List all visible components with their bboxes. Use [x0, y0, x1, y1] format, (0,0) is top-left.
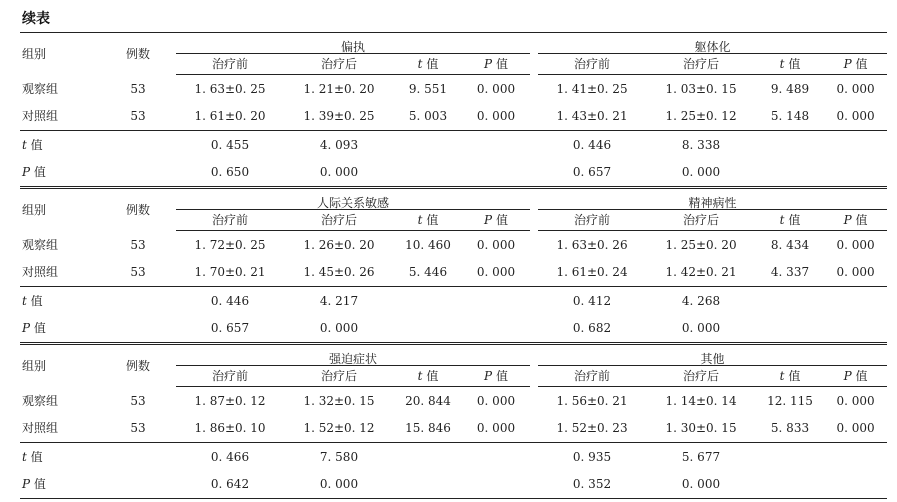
between-group-p-row — [20, 315, 887, 344]
right-before-p: 0. 657 — [572, 165, 612, 180]
stat-suffix: 值 — [426, 213, 439, 227]
left-after-header: 治疗后 — [284, 366, 394, 387]
stat-letter: t — [417, 213, 423, 227]
between-group-t-row — [20, 443, 887, 471]
column-gap — [530, 315, 538, 344]
right-before-t: 0. 446 — [538, 131, 646, 159]
between-group-p-row — [20, 471, 887, 499]
stat-letter: t — [22, 137, 27, 152]
column-gap — [530, 75, 538, 103]
right-before-header: 治疗前 — [538, 210, 646, 231]
stat-suffix: 值 — [495, 369, 508, 383]
left-after-p: 0. 000 — [319, 165, 359, 180]
right-before-value: 1. 41±0. 25 — [556, 81, 628, 96]
left-before-header: 治疗前 — [176, 210, 284, 231]
table-row — [20, 259, 887, 287]
table-title: 续表 — [22, 11, 50, 27]
left-after-value: 1. 21±0. 20 — [303, 81, 375, 96]
blank-cell — [756, 159, 824, 188]
group-name: 对照组 — [22, 265, 59, 280]
stat-suffix: 值 — [855, 57, 868, 71]
t-row-label — [20, 443, 100, 471]
stat-suffix: 值 — [855, 369, 868, 383]
column-gap — [530, 471, 538, 499]
group-name: 对照组 — [22, 109, 59, 124]
left-t-header — [394, 54, 462, 75]
stat-suffix: 值 — [30, 449, 43, 464]
right-t-header — [756, 366, 824, 387]
stat-suffix: 值 — [426, 57, 439, 71]
blank-cell — [394, 287, 462, 315]
column-gap — [530, 259, 538, 287]
blank-cell — [756, 471, 824, 499]
left-before-value: 1. 86±0. 10 — [194, 421, 266, 436]
stat-letter: P — [484, 369, 493, 383]
right-p-header — [824, 366, 887, 387]
between-group-t-row — [20, 131, 887, 159]
stat-suffix: 值 — [788, 213, 801, 227]
left-after-t: 7. 580 — [284, 443, 394, 471]
stat-letter: P — [22, 477, 31, 492]
right-after-value: 1. 30±0. 15 — [665, 421, 737, 436]
blank-cell — [394, 131, 462, 159]
sample-count: 53 — [130, 81, 146, 96]
group-name: 对照组 — [22, 421, 59, 436]
left-before-p: 0. 642 — [176, 471, 284, 499]
right-before-header: 治疗前 — [538, 366, 646, 387]
left-before-value: 1. 72±0. 25 — [194, 237, 266, 252]
blank-cell — [756, 131, 824, 159]
column-gap — [530, 188, 538, 210]
blank-cell — [462, 287, 530, 315]
right-p-value: 0. 000 — [836, 393, 875, 408]
group-header: 组别 — [20, 188, 100, 231]
table-row — [20, 415, 887, 443]
blank-cell — [100, 131, 176, 159]
right-after-value: 1. 25±0. 20 — [665, 237, 737, 252]
left-after-value: 1. 32±0. 15 — [303, 393, 375, 408]
stat-letter: P — [22, 165, 31, 180]
left-p-value: 0. 000 — [476, 81, 516, 96]
blank-cell — [100, 443, 176, 471]
stat-letter: P — [22, 321, 31, 336]
right-after-p: 0. 000 — [681, 321, 721, 336]
left-before-t: 0. 466 — [176, 443, 284, 471]
left-p-value: 0. 000 — [476, 237, 516, 252]
blank-cell — [824, 131, 887, 159]
left-p-value: 0. 000 — [476, 393, 516, 408]
stat-suffix: 值 — [33, 165, 46, 180]
column-gap — [530, 54, 538, 75]
left-after-value: 1. 39±0. 25 — [303, 109, 375, 124]
column-gap — [530, 103, 538, 131]
stat-letter: P — [484, 57, 493, 71]
left-before-value: 1. 87±0. 12 — [194, 393, 266, 408]
left-indicator-name: 人际关系敏感 — [176, 188, 530, 210]
right-after-value: 1. 42±0. 21 — [665, 265, 737, 280]
table-row — [20, 231, 887, 259]
p-row-label — [20, 159, 100, 188]
right-after-p: 0. 000 — [681, 165, 721, 180]
blank-cell — [394, 159, 462, 188]
left-p-header — [462, 54, 530, 75]
column-gap — [530, 287, 538, 315]
right-after-header: 治疗后 — [646, 210, 756, 231]
between-group-t-row — [20, 287, 887, 315]
right-indicator-name: 精神病性 — [538, 188, 887, 210]
left-before-header: 治疗前 — [176, 366, 284, 387]
column-gap — [530, 387, 538, 415]
blank-cell — [462, 315, 530, 344]
right-before-value: 1. 61±0. 24 — [556, 265, 628, 280]
right-before-header: 治疗前 — [538, 54, 646, 75]
left-after-p: 0. 000 — [319, 321, 359, 336]
blank-cell — [462, 159, 530, 188]
left-t-value: 9. 551 — [408, 81, 448, 96]
table-row — [20, 75, 887, 103]
left-after-t: 4. 217 — [284, 287, 394, 315]
stat-letter: P — [484, 213, 493, 227]
sample-count: 53 — [130, 421, 146, 436]
blank-cell — [824, 315, 887, 344]
left-indicator-name: 强迫症状 — [176, 344, 530, 366]
p-row-label — [20, 471, 100, 499]
blank-cell — [824, 159, 887, 188]
right-after-header: 治疗后 — [646, 366, 756, 387]
right-p-value: 0. 000 — [836, 237, 875, 252]
left-t-header — [394, 366, 462, 387]
right-before-t: 0. 412 — [538, 287, 646, 315]
stat-letter: t — [779, 369, 785, 383]
left-after-p: 0. 000 — [284, 471, 394, 499]
group-name: 观察组 — [22, 81, 59, 96]
left-before-t: 0. 446 — [176, 287, 284, 315]
column-gap — [530, 344, 538, 366]
right-t-value: 4. 337 — [770, 265, 810, 280]
stat-suffix: 值 — [855, 213, 868, 227]
column-gap — [530, 231, 538, 259]
blank-cell — [824, 287, 887, 315]
right-before-value: 1. 52±0. 23 — [556, 421, 628, 436]
right-before-t: 0. 935 — [538, 443, 646, 471]
right-p-value: 0. 000 — [836, 421, 875, 436]
sample-count: 53 — [130, 393, 146, 408]
left-t-header — [394, 210, 462, 231]
blank-cell — [100, 315, 176, 344]
blank-cell — [100, 287, 176, 315]
section-header-row — [20, 33, 887, 54]
right-before-value: 1. 63±0. 26 — [556, 237, 628, 252]
blank-cell — [462, 443, 530, 471]
right-p-value: 0. 000 — [836, 265, 875, 280]
count-header: 例数 — [100, 33, 176, 75]
blank-cell — [824, 443, 887, 471]
blank-cell — [462, 471, 530, 499]
column-gap — [530, 366, 538, 387]
right-after-header: 治疗后 — [646, 54, 756, 75]
left-t-value: 5. 446 — [408, 265, 448, 280]
left-t-value: 5. 003 — [408, 109, 448, 124]
stat-suffix: 值 — [788, 57, 801, 71]
right-after-t: 4. 268 — [646, 287, 756, 315]
right-after-value: 1. 14±0. 14 — [665, 393, 737, 408]
count-header: 例数 — [100, 188, 176, 231]
right-indicator-name: 躯体化 — [538, 33, 887, 54]
left-p-value: 0. 000 — [476, 265, 516, 280]
right-before-p: 0. 682 — [572, 321, 612, 336]
right-indicator-name: 其他 — [538, 344, 887, 366]
left-before-header: 治疗前 — [176, 54, 284, 75]
blank-cell — [100, 471, 176, 499]
left-indicator-name: 偏执 — [176, 33, 530, 54]
right-t-header — [756, 54, 824, 75]
left-t-value: 15. 846 — [405, 421, 451, 436]
left-before-p: 0. 650 — [210, 165, 250, 180]
results-table — [20, 32, 887, 499]
blank-cell — [462, 131, 530, 159]
left-t-value: 10. 460 — [405, 237, 451, 252]
right-t-value: 5. 833 — [770, 421, 810, 436]
t-row-label — [20, 131, 100, 159]
stat-letter: t — [779, 57, 785, 71]
right-after-t: 8. 338 — [646, 131, 756, 159]
group-header: 组别 — [20, 33, 100, 75]
left-after-header: 治疗后 — [284, 54, 394, 75]
stat-suffix: 值 — [33, 477, 46, 492]
table-row — [20, 387, 887, 415]
right-p-value: 0. 000 — [836, 109, 875, 124]
group-header: 组别 — [20, 344, 100, 387]
p-row-label — [20, 315, 100, 344]
right-t-value: 9. 489 — [770, 81, 810, 96]
left-before-value: 1. 61±0. 20 — [194, 109, 266, 124]
stat-suffix: 值 — [426, 369, 439, 383]
blank-cell — [394, 443, 462, 471]
stat-suffix: 值 — [788, 369, 801, 383]
stat-suffix: 值 — [30, 137, 43, 152]
stat-suffix: 值 — [495, 213, 508, 227]
left-after-header: 治疗后 — [284, 210, 394, 231]
column-gap — [530, 443, 538, 471]
sample-count: 53 — [130, 237, 146, 252]
left-before-t: 0. 455 — [176, 131, 284, 159]
blank-cell — [394, 471, 462, 499]
right-t-value: 8. 434 — [770, 237, 810, 252]
blank-cell — [756, 287, 824, 315]
left-after-value: 1. 45±0. 26 — [303, 265, 375, 280]
sample-count: 53 — [130, 265, 146, 280]
right-p-header — [824, 210, 887, 231]
left-p-header — [462, 210, 530, 231]
right-after-value: 1. 03±0. 15 — [665, 81, 737, 96]
stat-letter: P — [843, 57, 852, 71]
blank-cell — [394, 315, 462, 344]
right-t-value: 12. 115 — [767, 393, 813, 408]
left-before-value: 1. 70±0. 21 — [194, 265, 266, 280]
column-gap — [530, 415, 538, 443]
between-group-p-row — [20, 159, 887, 188]
count-header: 例数 — [100, 344, 176, 387]
left-before-p: 0. 657 — [210, 321, 250, 336]
group-name: 观察组 — [22, 393, 59, 408]
left-p-value: 0. 000 — [476, 421, 516, 436]
blank-cell — [756, 315, 824, 344]
right-before-p: 0. 352 — [538, 471, 646, 499]
right-before-value: 1. 56±0. 21 — [556, 393, 628, 408]
right-after-t: 5. 677 — [646, 443, 756, 471]
right-t-value: 5. 148 — [770, 109, 810, 124]
stat-suffix: 值 — [30, 293, 43, 308]
sample-count: 53 — [130, 109, 146, 124]
left-p-value: 0. 000 — [476, 109, 516, 124]
left-before-value: 1. 63±0. 25 — [194, 81, 266, 96]
section-header-row — [20, 344, 887, 366]
left-t-value: 20. 844 — [405, 393, 451, 408]
right-p-header — [824, 54, 887, 75]
left-after-value: 1. 52±0. 12 — [303, 421, 375, 436]
stat-suffix: 值 — [33, 321, 46, 336]
group-name: 观察组 — [22, 237, 59, 252]
stat-letter: P — [843, 369, 852, 383]
right-before-value: 1. 43±0. 21 — [556, 109, 628, 124]
column-gap — [530, 159, 538, 188]
column-gap — [530, 131, 538, 159]
blank-cell — [100, 159, 176, 188]
stat-letter: t — [22, 293, 27, 308]
column-gap — [530, 210, 538, 231]
section-header-row — [20, 188, 887, 210]
right-after-p: 0. 000 — [646, 471, 756, 499]
right-t-header — [756, 210, 824, 231]
stat-letter: t — [417, 369, 423, 383]
blank-cell — [824, 471, 887, 499]
right-p-value: 0. 000 — [836, 81, 875, 96]
left-after-t: 4. 093 — [284, 131, 394, 159]
t-row-label — [20, 287, 100, 315]
table-row — [20, 103, 887, 131]
left-after-value: 1. 26±0. 20 — [303, 237, 375, 252]
stat-letter: t — [22, 449, 27, 464]
right-after-value: 1. 25±0. 12 — [665, 109, 737, 124]
stat-letter: P — [843, 213, 852, 227]
column-gap — [530, 33, 538, 54]
blank-cell — [756, 443, 824, 471]
stat-letter: t — [779, 213, 785, 227]
stat-letter: t — [417, 57, 423, 71]
stat-suffix: 值 — [495, 57, 508, 71]
left-p-header — [462, 366, 530, 387]
